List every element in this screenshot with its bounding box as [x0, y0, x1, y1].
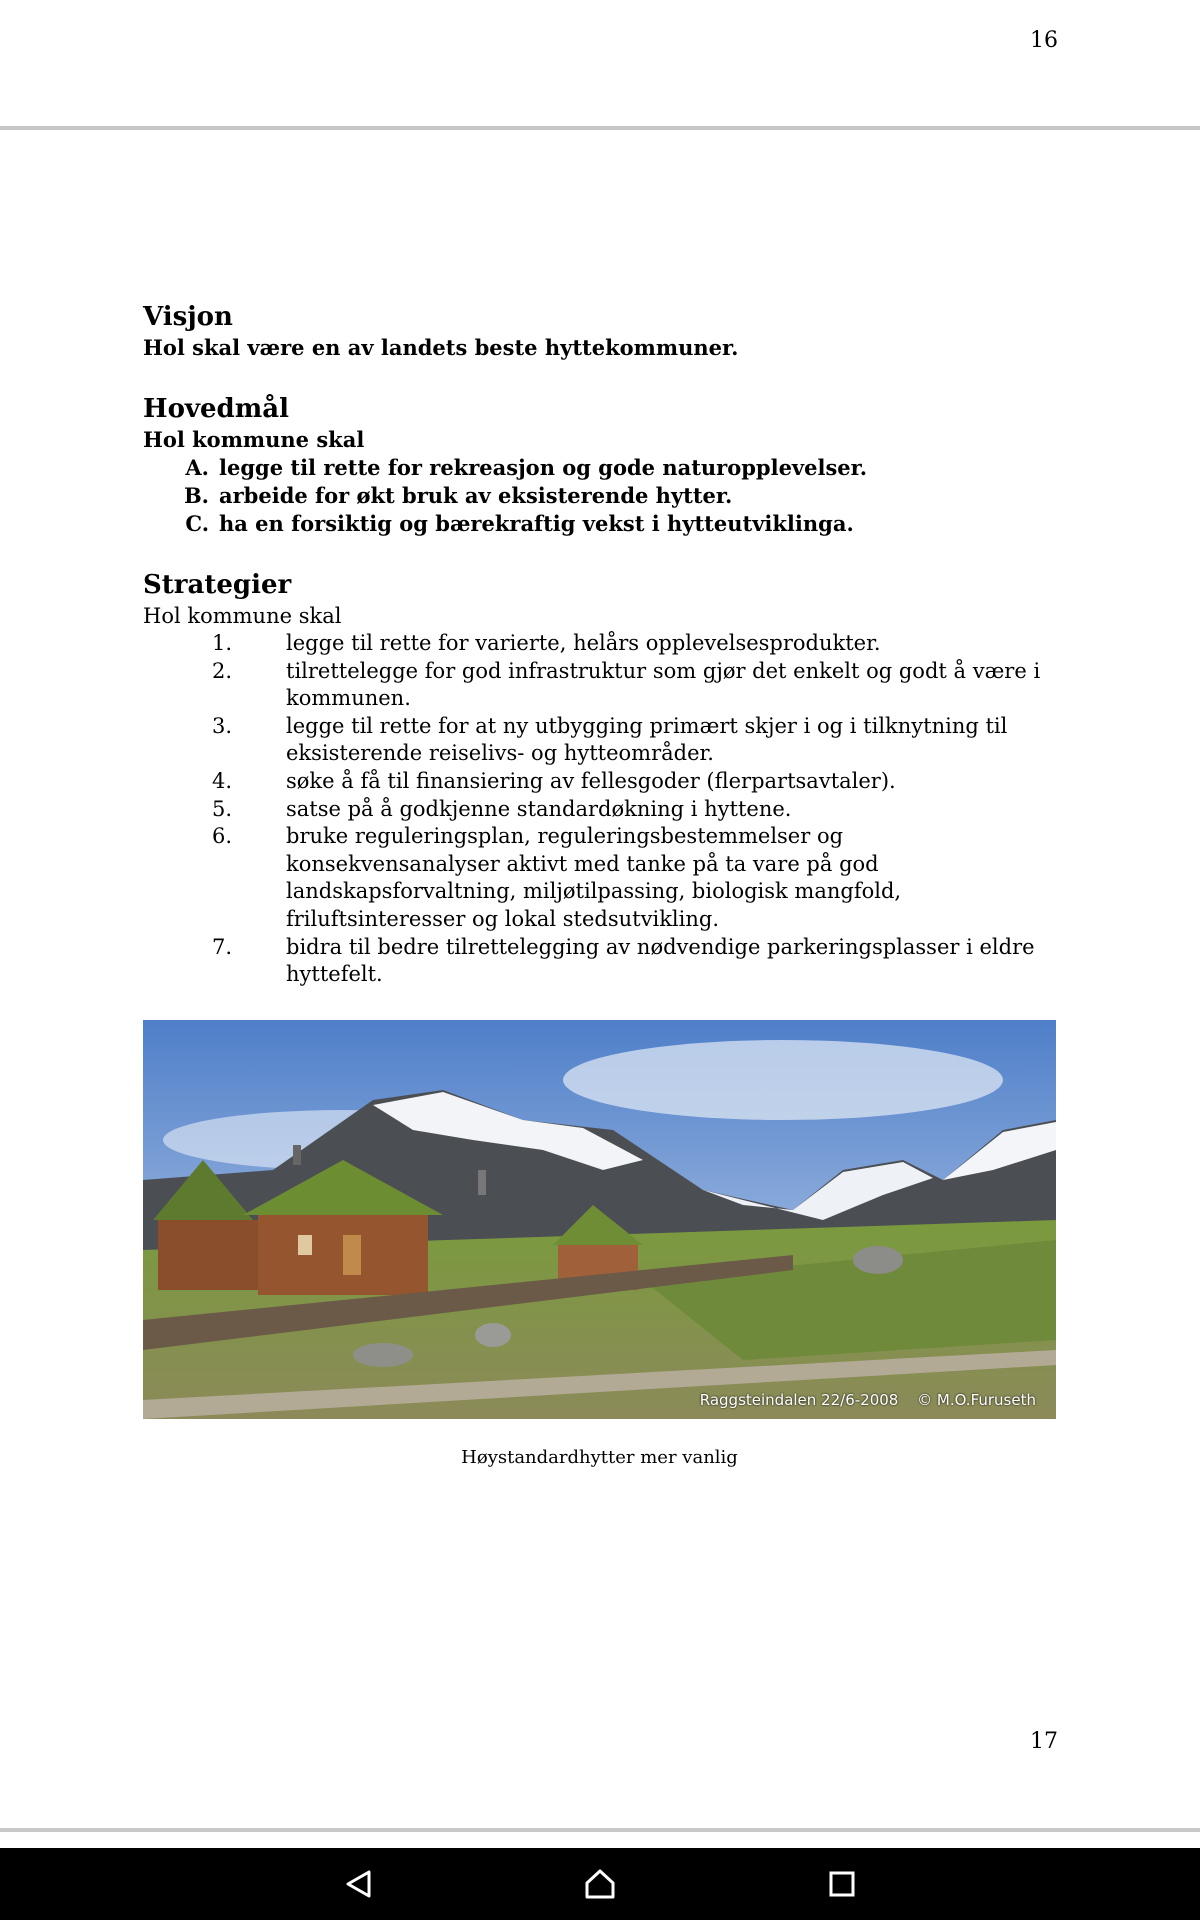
list-item	[143, 796, 1063, 824]
list-marker: 3.	[211, 713, 232, 738]
watermark-credit: © M.O.Furuseth	[917, 1391, 1036, 1409]
cabin-photo	[143, 1020, 1056, 1419]
photo-watermark	[700, 1391, 1036, 1409]
list-marker: 2.	[211, 658, 232, 683]
list-text: arbeide for økt bruk av eksisterende hytter.	[219, 483, 733, 508]
photo-caption: Høystandardhytter mer vanlig	[461, 1447, 738, 1468]
list-item	[143, 713, 1063, 768]
page-content	[143, 300, 1063, 1019]
page-divider	[0, 1828, 1200, 1832]
list-item	[143, 823, 1063, 933]
watermark-location: Raggsteindalen 22/6-2008	[699, 1391, 899, 1409]
vision-statement: Hol skal være en av landets beste hyttekommuner.	[143, 335, 739, 360]
strategies-list	[143, 630, 1063, 989]
home-icon[interactable]	[582, 1866, 618, 1902]
list-text: legge til rette for varierte, helårs opplevelsesprodukter.	[286, 631, 881, 655]
list-text: legge til rette for at ny utbygging primært skjer i og i tilknytning til eksisterende reiselivs- og hytteområder.	[286, 713, 1008, 766]
recents-icon[interactable]	[824, 1866, 860, 1902]
list-text: bidra til bedre tilrettelegging av nødvendige parkeringsplasser i eldre hyttefelt.	[286, 934, 1035, 987]
vision-section	[143, 300, 1063, 362]
list-text: søke å få til finansiering av fellesgoder (flerpartsavtaler).	[286, 768, 896, 793]
main-goals-list	[143, 454, 1063, 538]
list-marker: 4.	[211, 768, 232, 793]
list-marker: 5.	[211, 796, 232, 821]
strategies-section	[143, 568, 1063, 989]
page-number-top: 16	[1030, 28, 1058, 53]
main-goals-heading: Hovedmål	[143, 394, 289, 424]
strategies-heading: Strategier	[143, 570, 292, 600]
list-marker: 1.	[211, 631, 232, 655]
list-text: tilrettelegge for god infrastruktur som gjør det enkelt og godt å være i kommunen.	[286, 658, 1041, 711]
list-item	[143, 658, 1063, 713]
list-item	[143, 482, 1063, 510]
back-icon[interactable]	[342, 1866, 378, 1902]
list-item	[143, 934, 1063, 989]
main-goals-section	[143, 392, 1063, 538]
list-marker: 7.	[211, 934, 232, 959]
page-divider	[0, 126, 1200, 130]
list-item	[143, 768, 1063, 796]
list-text: satse på å godkjenne standardøkning i hyttene.	[286, 796, 792, 821]
page-number-bottom: 17	[1030, 1729, 1058, 1754]
list-item	[143, 630, 1063, 658]
list-marker: 6.	[211, 824, 232, 849]
list-item	[143, 454, 1063, 482]
system-navigation-bar	[0, 1848, 1200, 1920]
list-marker: C.	[185, 511, 209, 536]
list-marker: A.	[185, 455, 209, 480]
vision-heading: Visjon	[143, 302, 233, 332]
list-text: bruke reguleringsplan, reguleringsbestemmelser og konsekvensanalyser aktivt med tanke på ta vare på god landskapsforvaltning, miljøtilpassing, biologisk mangfold, friluftsinteresser og lokal stedsutvikling.	[286, 824, 902, 931]
list-text: ha en forsiktig og bærekraftig vekst i hytteutviklinga.	[219, 511, 854, 536]
strategies-intro: Hol kommune skal	[143, 604, 342, 628]
list-marker: B.	[183, 483, 209, 508]
list-text: legge til rette for rekreasjon og gode naturopplevelser.	[219, 455, 868, 480]
list-item	[143, 510, 1063, 538]
main-goals-intro: Hol kommune skal	[143, 427, 365, 452]
